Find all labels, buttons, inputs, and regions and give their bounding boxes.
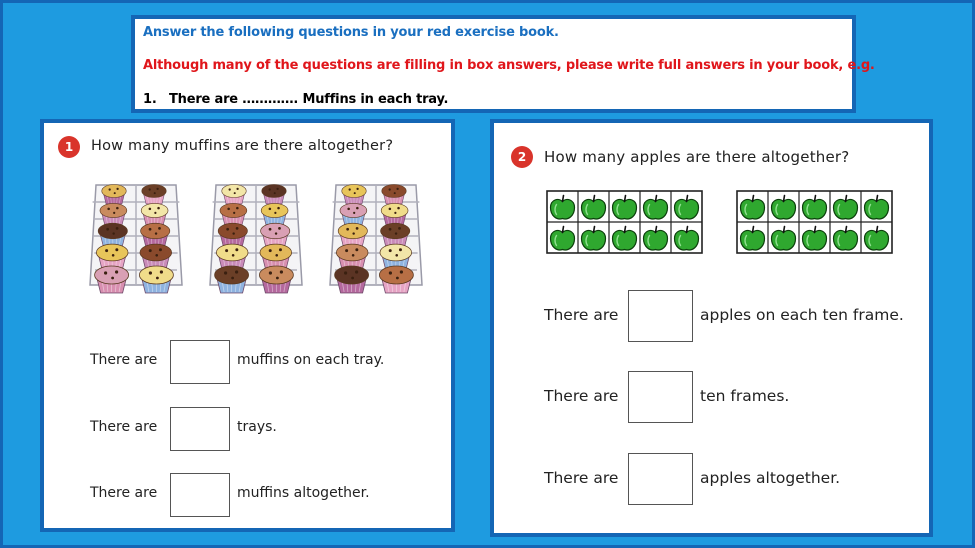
muffin bbox=[261, 223, 290, 246]
q2-answer-box-1[interactable] bbox=[628, 290, 693, 342]
ten-frame bbox=[547, 191, 702, 253]
muffin-tray bbox=[210, 185, 302, 293]
muffin bbox=[142, 185, 166, 204]
question-2-panel bbox=[490, 119, 933, 537]
muffin bbox=[102, 185, 126, 204]
muffin bbox=[100, 203, 127, 224]
muffin bbox=[220, 203, 247, 224]
muffin bbox=[381, 203, 408, 224]
q1-answer-row-2 bbox=[90, 407, 430, 451]
instructions-box bbox=[131, 15, 875, 113]
muffin-tray bbox=[90, 185, 182, 293]
q2-answer-row-1 bbox=[544, 290, 924, 342]
muffin bbox=[139, 266, 173, 293]
muffin bbox=[216, 244, 248, 269]
q2-row-3-suffix: apples altogether. bbox=[700, 469, 841, 487]
q1-answer-box-2[interactable] bbox=[170, 407, 230, 451]
q2-answer-row-2 bbox=[544, 371, 924, 423]
muffin bbox=[141, 223, 170, 246]
q1-answer-box-1[interactable] bbox=[170, 340, 230, 384]
muffin bbox=[336, 244, 368, 269]
q1-row-2-prefix: There are bbox=[90, 419, 158, 435]
muffin bbox=[338, 223, 367, 246]
muffin bbox=[335, 266, 369, 293]
q1-row-2-suffix: trays. bbox=[237, 419, 277, 435]
muffin bbox=[379, 266, 413, 293]
muffin bbox=[381, 223, 410, 246]
q1-row-3-suffix: muffins altogether. bbox=[237, 485, 370, 501]
muffin bbox=[141, 203, 168, 224]
q2-answer-box-2[interactable] bbox=[628, 371, 693, 423]
muffin bbox=[222, 185, 246, 204]
q1-answer-row-3 bbox=[90, 473, 430, 517]
instruction-example-number: 1. bbox=[143, 92, 157, 107]
muffin bbox=[218, 223, 247, 246]
muffin bbox=[260, 244, 292, 269]
question-2-badge: 2 bbox=[511, 146, 533, 168]
question-1-badge: 1 bbox=[58, 136, 80, 158]
ten-frames-illustration bbox=[547, 191, 907, 261]
q2-answer-row-3 bbox=[544, 453, 924, 505]
muffin bbox=[98, 223, 127, 246]
q2-row-2-prefix: There are bbox=[544, 387, 619, 405]
muffin-tray bbox=[330, 185, 422, 293]
instruction-line-3 bbox=[143, 92, 448, 107]
muffin bbox=[95, 266, 129, 293]
muffin bbox=[215, 266, 249, 293]
muffin bbox=[342, 185, 366, 204]
muffin bbox=[380, 244, 412, 269]
q1-answer-row-1 bbox=[90, 340, 430, 384]
instruction-line-2: Although many of the questions are filling in box answers, please write full answers in your book, e.g. bbox=[143, 58, 875, 73]
q2-row-3-prefix: There are bbox=[544, 469, 619, 487]
question-2-prompt: How many apples are there altogether? bbox=[544, 148, 850, 166]
muffin bbox=[96, 244, 128, 269]
question-1-prompt: How many muffins are there altogether? bbox=[91, 138, 394, 154]
q1-row-3-prefix: There are bbox=[90, 485, 158, 501]
q1-answer-box-3[interactable] bbox=[170, 473, 230, 517]
muffin-trays-illustration bbox=[88, 181, 448, 289]
q1-row-1-suffix: muffins on each tray. bbox=[237, 352, 385, 368]
instruction-line-1: Answer the following questions in your red exercise book. bbox=[143, 25, 559, 40]
ten-frame bbox=[737, 191, 892, 253]
q1-row-1-prefix: There are bbox=[90, 352, 158, 368]
muffin bbox=[382, 185, 406, 204]
muffin bbox=[140, 244, 172, 269]
q2-row-1-prefix: There are bbox=[544, 306, 619, 324]
muffin bbox=[261, 203, 288, 224]
muffin bbox=[340, 203, 367, 224]
question-1-panel bbox=[40, 119, 455, 532]
muffin bbox=[262, 185, 286, 204]
q2-answer-box-3[interactable] bbox=[628, 453, 693, 505]
muffin bbox=[259, 266, 293, 293]
q2-row-1-suffix: apples on each ten frame. bbox=[700, 306, 904, 324]
q2-row-2-suffix: ten frames. bbox=[700, 387, 790, 405]
instruction-example-text: There are …………. Muffins in each tray. bbox=[169, 92, 449, 107]
